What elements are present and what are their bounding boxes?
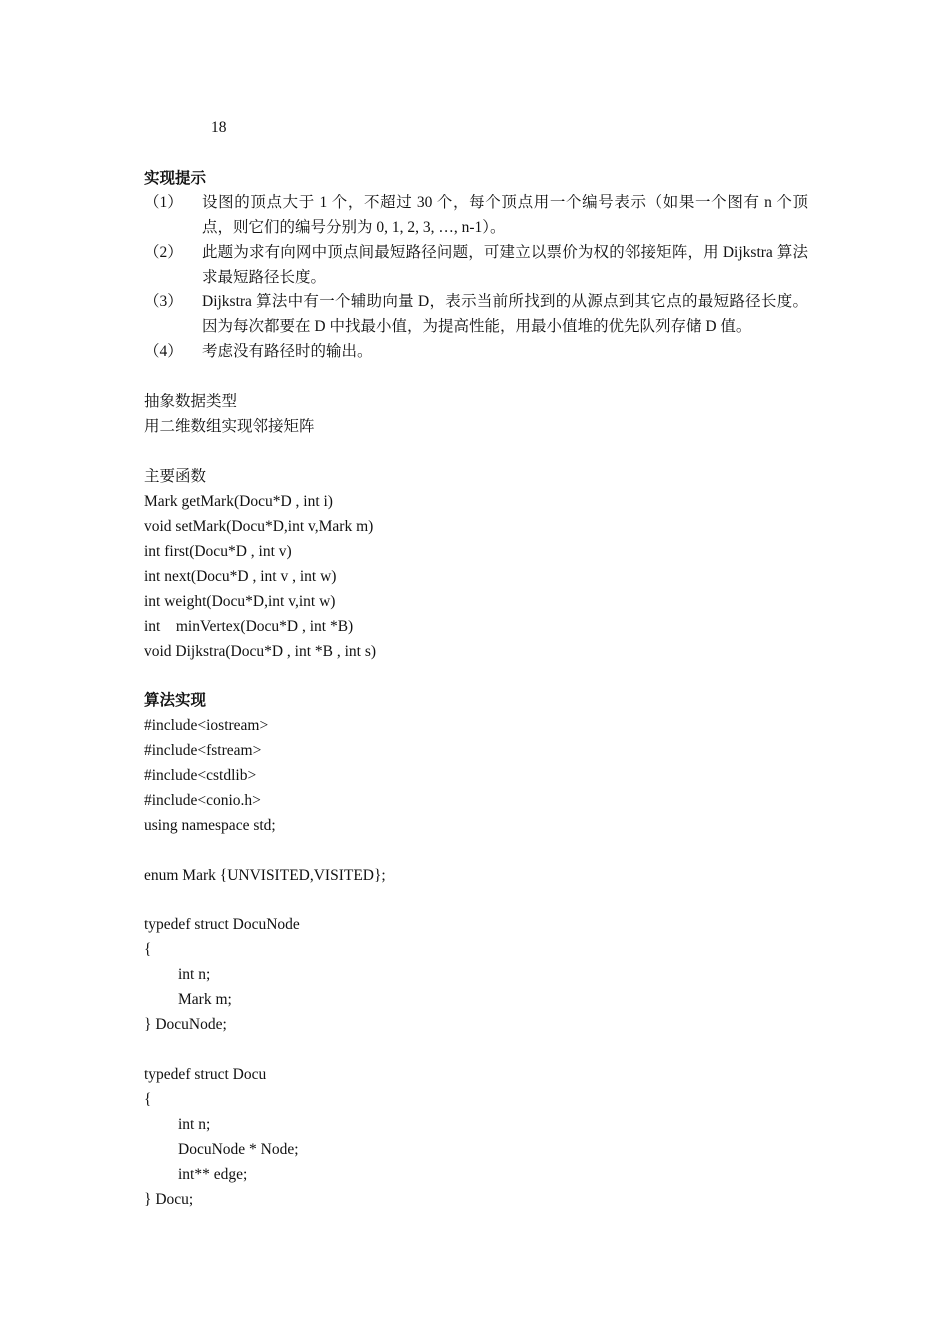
code-line: enum Mark {UNVISITED,VISITED};: [144, 867, 386, 884]
functions-heading: 主要函数: [144, 468, 207, 485]
function-line: int weight(Docu*D,int v,int w): [144, 593, 336, 610]
function-line: int next(Docu*D , int v , int w): [144, 568, 337, 585]
hint-marker: （3）: [144, 293, 183, 310]
hint-item-4: [144, 340, 808, 365]
code-line: int n;: [178, 966, 211, 983]
code-line: } DocuNode;: [144, 1016, 227, 1033]
function-line: int first(Docu*D , int v): [144, 543, 292, 560]
hint-item-3: [144, 290, 808, 340]
function-line: Mark getMark(Docu*D , int i): [144, 493, 333, 510]
function-line: int minVertex(Docu*D , int *B): [144, 618, 354, 635]
code-line: #include<fstream>: [144, 742, 262, 759]
code-line: DocuNode * Node;: [178, 1141, 299, 1158]
code-line: typedef struct DocuNode: [144, 916, 300, 933]
hint-text: 此题为求有向网中顶点间最短路径问题，可建立以票价为权的邻接矩阵，用 Dijkstra 算法求最短路径长度。: [202, 244, 808, 286]
hints-heading: 实现提示: [144, 170, 207, 187]
page-number: 18: [211, 119, 227, 136]
adt-body: 用二维数组实现邻接矩阵: [144, 418, 315, 435]
code-line: int** edge;: [178, 1166, 248, 1183]
code-line: #include<conio.h>: [144, 792, 261, 809]
hint-marker: （1）: [144, 194, 183, 211]
code-line: int n;: [178, 1116, 211, 1133]
code-line: {: [144, 1091, 152, 1108]
function-line: void setMark(Docu*D,int v,Mark m): [144, 518, 374, 535]
code-line: {: [144, 941, 152, 958]
impl-heading: 算法实现: [144, 692, 207, 709]
hint-item-1: [144, 191, 808, 241]
function-line: void Dijkstra(Docu*D , int *B , int s): [144, 643, 377, 660]
code-line: using namespace std;: [144, 817, 276, 834]
hint-item-2: [144, 241, 808, 291]
code-line: Mark m;: [178, 991, 232, 1008]
hint-text: 考虑没有路径时的输出。: [202, 343, 373, 360]
adt-heading: 抽象数据类型: [144, 393, 238, 410]
code-line: typedef struct Docu: [144, 1066, 267, 1083]
hint-marker: （2）: [144, 244, 183, 261]
code-line: } Docu;: [144, 1191, 194, 1208]
code-line: #include<cstdlib>: [144, 767, 257, 784]
code-line: #include<iostream>: [144, 717, 269, 734]
hint-text: 设图的顶点大于 1 个，不超过 30 个，每个顶点用一个编号表示（如果一个图有 n 个顶点，则它们的编号分别为 0, 1, 2, 3, …, n-1）。: [202, 194, 808, 236]
hint-text: Dijkstra 算法中有一个辅助向量 D，表示当前所找到的从源点到其它点的最短路径长度。因为每次都要在 D 中找最小值，为提高性能，用最小值堆的优先队列存储 D 值。: [202, 293, 808, 335]
hint-marker: （4）: [144, 343, 183, 360]
